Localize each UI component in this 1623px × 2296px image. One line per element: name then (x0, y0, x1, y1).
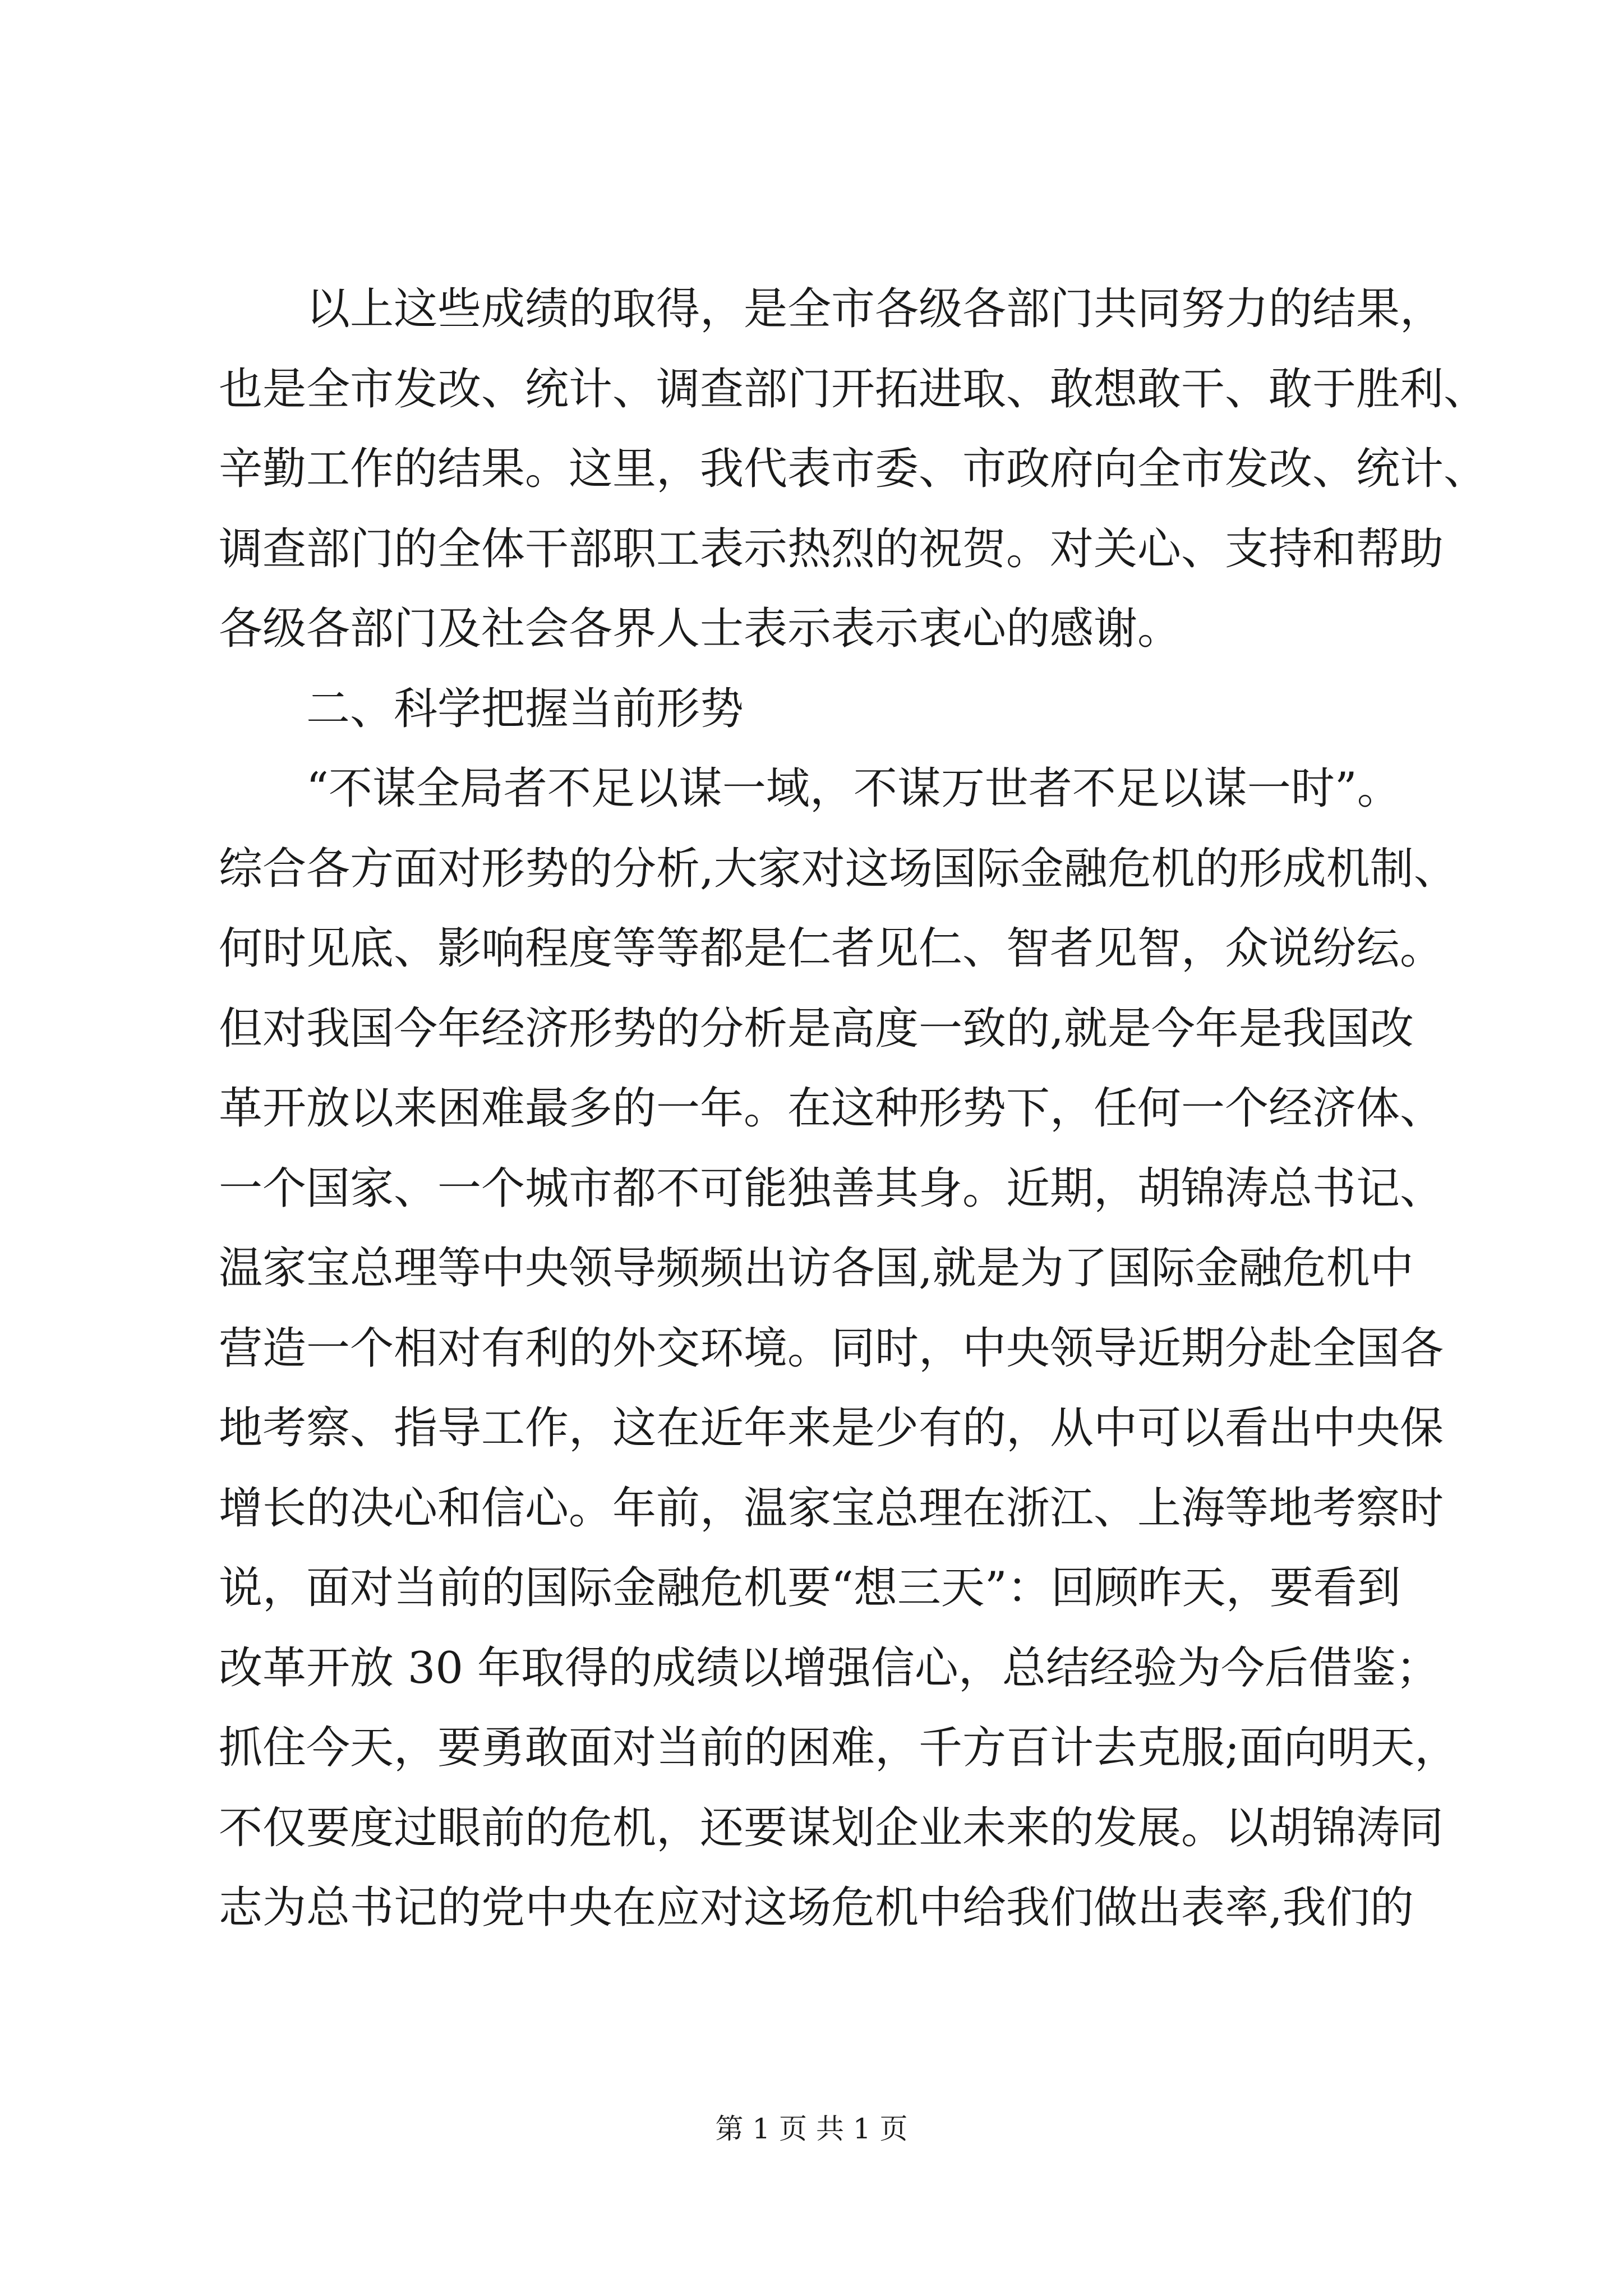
page-footer (0, 2106, 1623, 2147)
text-line: 志为总书记的党中央在应对这场危机中给我们做出表率,我们的 (219, 1883, 1414, 1933)
text-line: 但对我国今年经济形势的分析是高度一致的,就是今年是我国改 (219, 1003, 1414, 1054)
text-line: 营造一个相对有利的外交环境。同时，中央领导近期分赴全国各 (219, 1323, 1444, 1374)
text-line: 一个国家、一个城市都不可能独善其身。近期，胡锦涛总书记、 (219, 1163, 1444, 1214)
text-line: 也是全市发改、统计、调查部门开拓进取、敢想敢干、敢于胜利、 (219, 364, 1488, 415)
text-line: 抓住今天，要勇敢面对当前的困难，千方百计去克服;面向明天， (219, 1723, 1459, 1773)
text-line: 综合各方面对形势的分析,大家对这场国际金融危机的形成机制、 (219, 843, 1458, 894)
text-line: 革开放以来困难最多的一年。在这种形势下，任何一个经济体、 (219, 1083, 1444, 1134)
text-line: 温家宝总理等中央领导频频出访各国,就是为了国际金融危机中 (219, 1243, 1414, 1294)
section-heading: 二、科学把握当前形势 (219, 683, 744, 734)
body-text (219, 269, 1488, 1948)
page-number: 第 1 页 共 1 页 (715, 2113, 908, 2145)
text-line: 改革开放 30 年取得的成绩以增强信心，总结经验为今后借鉴； (219, 1642, 1440, 1694)
text-line: 不仅要度过眼前的危机，还要谋划企业未来的发展。以胡锦涛同 (219, 1802, 1444, 1853)
text-line: 说，面对当前的国际金融危机要“想三天”：回顾昨天，要看到 (219, 1563, 1401, 1613)
text-line: 增长的决心和信心。年前，温家宝总理在浙江、上海等地考察时 (219, 1483, 1444, 1534)
text-line: 地考察、指导工作，这在近年来是少有的，从中可以看出中央保 (219, 1403, 1444, 1453)
text-line: 何时见底、影响程度等等都是仁者见仁、智者见智，众说纷纭。 (219, 923, 1444, 974)
text-line: 辛勤工作的结果。这里，我代表市委、市政府向全市发改、统计、 (219, 444, 1488, 494)
text-line: 各级各部门及社会各界人士表示表示衷心的感谢。 (219, 604, 1182, 654)
text-line: 以上这些成绩的取得，是全市各级各部门共同努力的结果， (219, 284, 1444, 334)
text-line: 调查部门的全体干部职工表示热烈的祝贺。对关心、支持和帮助 (219, 523, 1444, 574)
text-line: “不谋全局者不足以谋一域，不谋万世者不足以谋一时”。 (219, 763, 1401, 814)
